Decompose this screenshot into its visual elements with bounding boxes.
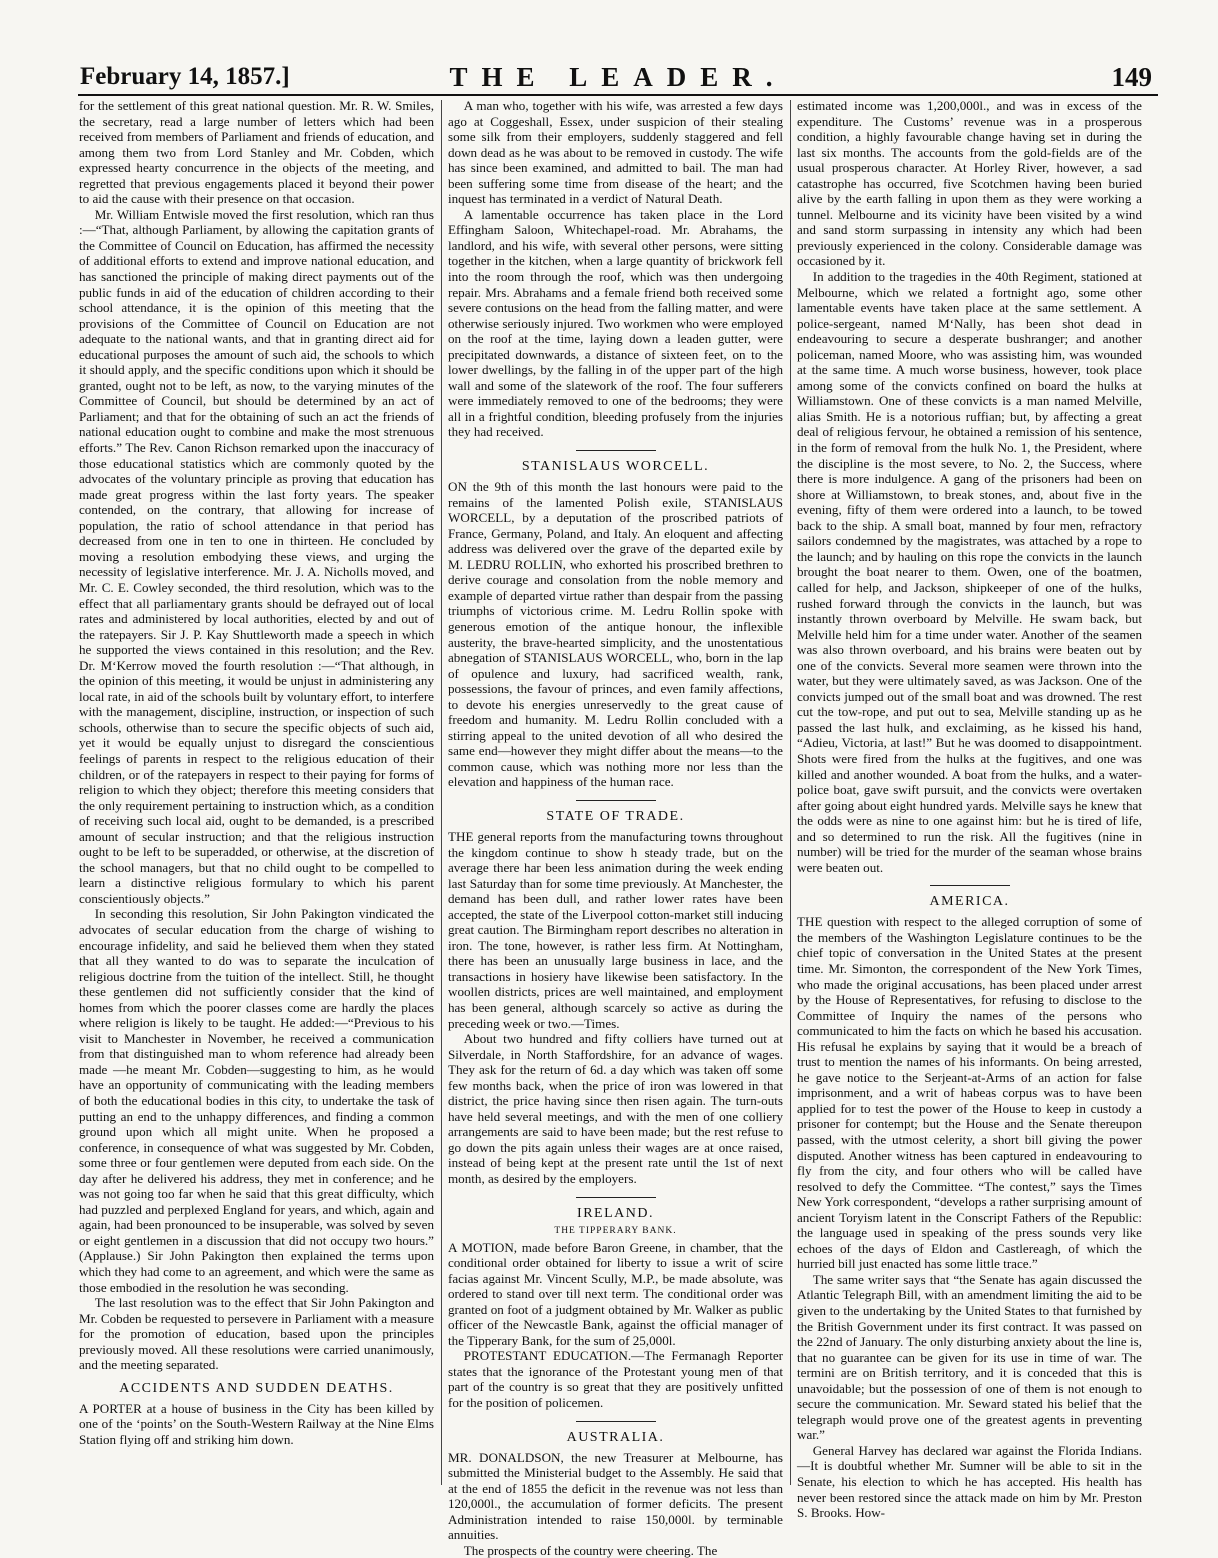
article-paragraph: MR. DONALDSON, the new Treasurer at Melbourne, has submitted the Ministerial budget to the Assembly. He said that at the end of 1855 the deficit in the revenue was not less than 120,000l., the accumulation of former deficits. The present Administration intended to raise 150,000l. by terminable annuities.: [448, 1449, 783, 1543]
section-divider: [930, 885, 1010, 886]
article-paragraph: THE question with respect to the alleged corruption of some of the members of the Washington Legislature continues to be the chief topic of conversation in the United States at the present time. Mr. Simonton, the correspondent of the New York Times, who made the original accusations, has been placed under arrest by the House of Representatives, for refusing to disclose to the Committee of Inquiry the names of the persons who communicated to him the facts on which he based his accusation. His refusal he explains by saying that it would be a breach of trust to mention the names of his informants. On being arrested, he gave notice to the Serjeant-at-Arms of an action for false imprisonment, and a writ of habeas corpus was to have been applied for to test the power of the House to keep in custody a prisoner for contempt; but the House and the Senate thereupon passed, with the utmost celerity, a short bill giving the power disputed. Another witness has been captured in endeavouring to fly from the city, and four others who will be called have resolved to defy the Committee. “The contest,” says the Times New York correspondent, “develops a rather surprising amount of ancient Toryism latent in the Conscript Fathers of the Republic: the language used in speaking of the press sounds very like echoes of the days of Eldon and Castlereagh, of which the hurried bill just enacted has some little trace.”: [797, 914, 1142, 1272]
article-paragraph: PROTESTANT EDUCATION.—The Fermanagh Reporter states that the ignorance of the Protestant young men of that part of the country is so great that they are positively unfitted for the position of policemen.: [448, 1348, 783, 1411]
page-number: 149: [1111, 62, 1152, 92]
article-paragraph: The same writer says that “the Senate has again discussed the Atlantic Telegraph Bill, with an amendment limiting the aid to be given to the undertaking by the United States to that furnished by the British Government under its first contract. It was passed on the 22nd of January. The only disturbing anxiety about the line is, that no guarantee can be given for its use in time of war. The termini are on British territory, and it is conceded that this is unavoidable; but the possession of one of them is not enough to secure the communication. Mr. Seward stated his belief that the telegraph would prove one of the greatest agents in preventing war.”: [797, 1271, 1142, 1443]
article-paragraph: estimated income was 1,200,000l., and was in excess of the expenditure. The Customs’ revenue was in a prosperous condition, a highly favourable change having set in during the last six months. The accounts from the gold-fields are of the usual prosperous character. At Horley River, however, a sad catastrophe has occurred, five Scotchmen having been buried alive by the earth falling in upon them as they were working a tunnel. Melbourne and its vicinity have been visited by a wind and sand storm surpassing in intensity any which had been previously experienced in the colony. Considerable damage was occasioned by it.: [797, 98, 1142, 269]
article-paragraph: for the settlement of this great national question. Mr. R. W. Smiles, the secretary, read a large number of letters which had been received from members of Parliament and friends of education, and among them two from Lord Stanley and Mr. Cobden, which expressed hearty concurrence in the objects of the meeting, and regretted that previous engagements placed it beyond their power to aid the cause with their presence on that occasion.: [79, 98, 434, 207]
section-divider: [576, 800, 656, 801]
article-paragraph: ON the 9th of this month the last honours were paid to the remains of the lamented Polish exile, STANISLAUS WORCELL, by a deputation of the proscribed patriots of France, Germany, Poland, and Italy. An eloquent and affecting address was delivered over the grave of the departed exile by M. LEDRU ROLLIN, who exhorted his proscribed brethren to derive courage and consolation from the noble memory and example of departed virtue rather than despair from the passing triumphs of victorious crime. M. Ledru Rollin spoke with generous emotion of the antique honour, the inflexible austerity, the brave-hearted simplicity, and the unostentatious abnegation of STANISLAUS WORCELL, who, born in the lap of opulence and luxury, had sacrificed wealth, rank, possessions, the favour of princes, and even family affections, to devote his energies unreservedly to the great cause of freedom and humanity. M. Ledru Rollin concluded with a stirring appeal to the united devotion of all who desired the same end—however they might differ about the means—to the common cause, which was nothing more nor less than the elevation and happiness of the human race.: [448, 479, 783, 790]
article-paragraph: A lamentable occurrence has taken place in the Lord Effingham Saloon, Whitechapel-road. Mr. Abrahams, the landlord, and his wife, with several other persons, were sitting together in the kitchen, when a large quantity of brickwork fell into the room through the roof, which was then undergoing repair. Mrs. Abrahams and a female friend both received some severe contusions on the head from the falling matter, and were otherwise seriously injured. Two workmen who were employed on the roof at the time, laying down a leaden gutter, were precipitated downwards, a distance of sixteen feet, on to the lower dwellings, by the falling in of the upper part of the high wall and some of the slatework of the roof. The four sufferers were immediately removed to one of the bedrooms; they were all in a frightful condition, bleeding profusely from the injuries they had received.: [448, 206, 783, 440]
section-divider: [576, 1421, 656, 1422]
article-paragraph: A man who, together with his wife, was arrested a few days ago at Coggeshall, Essex, under suspicion of their stealing some silk from their employers, suddenly staggered and fell down dead as he was about to be removed in custody. The wife has since been examined, and admitted to bail. The man had been suffering some time from disease of the heart; and the inquest has terminated in a verdict of Natural Death.: [448, 98, 783, 207]
section-heading: STANISLAUS WORCELL.: [521, 459, 710, 475]
article-paragraph: THE general reports from the manufacturing towns throughout the kingdom continue to show h steady trade, but on the average there har been less animation during the week ending last Saturday than for some time previously. At Manchester, the demand has been dull, and rather lower rates have been accepted, the state of the Liverpool cotton-market still inducing great caution. The Birmingham report describes no alteration in iron. The tone, however, is rather less firm. At Nottingham, there has been an unusually large business in lace, and the transactions in hosiery have likewise been satisfactory. In the woollen districts, prices are well maintained, and employment has been general, although scarcely so active as during the preceding week or two.—Times.: [448, 828, 783, 1031]
column-2: [448, 98, 783, 1558]
newspaper-title: THE LEADER.: [449, 62, 787, 92]
section-divider: [576, 1197, 656, 1198]
article-paragraph: In seconding this resolution, Sir John Pakington vindicated the advocates of secular education from the charge of wishing to encourage infidelity, and said he believed them when they stated that all they wanted to do was to separate the inculcation of religious doctrine from the tuition of the intellect. Still, he thought these gentlemen did not sufficiently consider that the kind of homes from which the poorer classes come are hardly the places where religion is likely to be taught. He added:—“Previous to his visit to Manchester in November, he received a communication from that distinguished man to whom reference had already been made —he meant Mr. Cobden—suggesting to him, as he would have an opportunity of communicating with the leading members of both the educational bodies in this city, to undertake the task of putting an end to the unhappy differences, and finding a common ground upon which all might unite. When he proposed a conference, in consequence of what was suggested by Mr. Cobden, some three or four gentlemen were deputed from each side. On the day after he delivered his address, they met in conference; and he was not going too far when he said that this great difficulty, which had puzzled and perplexed England for years, and which, again and again, had been pronounced to be insuperable, was solved by seven or eight gentlemen in a discussion that did not occupy two hours.” (Applause.) Sir John Pakington then explained the terms upon which they had come to an agreement, and which were the same as those embodied in the resolution he was seconding.: [79, 906, 434, 1295]
article-paragraph: A PORTER at a house of business in the City has been killed by one of the ‘points’ on the South-Western Railway at the Nine Elms Station flying off and striking him down.: [79, 1400, 434, 1447]
article-paragraph: The last resolution was to the effect that Sir John Pakington and Mr. Cobden be requested to persevere in Parliament with a measure for the promotion of education, based upon the principles previously moved. All these resolutions were carried unanimously, and the meeting separated.: [79, 1295, 434, 1373]
column-3: [797, 98, 1142, 1521]
article-paragraph: In addition to the tragedies in the 40th Regiment, stationed at Melbourne, which we related a fortnight ago, some other lamentable events have taken place at the same settlement. A police-sergeant, named M‘Nally, has been shot dead in endeavouring to secure a desperate bushranger; and another policeman, named Moore, who was assisting him, was wounded at the same time. A much worse business, however, took place among some of the convicts confined on board the hulks at Williamstown. One of these convicts is a man named Melville, alias Smith. He is a notorious ruffian; but, by affecting a great deal of religious fervour, he obtained a remission of his sentence, in the form of removal from the hulk No. 1, the President, where the discipline is the most severe, to No. 2, the Success, where there is more indulgence. A gang of the prisoners had been on shore at Williamstown, to break stones, and, about five in the evening, fifty of them were ordered into a launch, to be towed back to the ship. A small boat, manned by four men, refractory sailors condemned by the magistrates, was attached by a rope to the launch; and by hauling on this rope the convicts in the launch brought the boat nearer to them. Owen, one of the boatmen, called for help, and Jackson, shipkeeper of one of the hulks, rushed forward through the convicts in the launch, but was instantly thrown overboard by Melville. He swam back, but Melville held him for a time under water. Another of the seamen was also thrown overboard, and his brains were beaten out by one of the convicts. Several more seamen were thrown into the water, but they were ultimately saved, as was Jackson. One of the convicts jumped out of the small boat and was drowned. The rest cut the tow-rope, and put out to sea, Melville standing up as he passed the last hulk, and exclaiming, as he kissed his hand, “Adieu, Victoria, at last!” But he was doomed to disappointment. Shots were fired from the hulks at the fugitives, and one was killed and another wounded. A boat from the hulks, and a water-police boat, gave swift pursuit, and the convicts were overtaken after going about eight hundred yards. Melville says he knew that the odds were as nine to one against him: but he is tired of life, and so determined to run the risk. All the fugitives (nine in number) will be tried for the murder of the seaman whose brains were beaten out.: [797, 269, 1142, 875]
issue-date: February 14, 1857.]: [80, 63, 290, 90]
article-paragraph: A MOTION, made before Baron Greene, in chamber, that the conditional order obtained for liberty to issue a writ of scire facias against Mr. Vincent Scully, M.P., be made absolute, was ordered to stand over till next term. The conditional order was granted on foot of a judgment obtained by Mr. Walker as public officer of the Newcastle Bank, against the official manager of the Tipperary Bank, for the sum of 25,000l.: [448, 1239, 783, 1348]
article-paragraph: Mr. William Entwisle moved the first resolution, which ran thus :—“That, although Parliament, by allowing the capitation grants of the Committee of Council on Education, has affirmed the necessity of additional efforts to extend and improve national education, and has sanctioned the principle of making direct payments out of the public funds in aid of the education of children according to their school attendance, it is the opinion of this meeting that the provisions of the Committee of Council on Education are not adequate to the national wants, and that in granting direct aid for educational purposes the amount of such aid, the schools to which it should apply, and the specific conditions upon which it should be granted, ought not to be left, as now, to the varying minutes of the Committee of Council, but should be determined by an act of Parliament; and that for the obtaining of such an act the friends of national education ought to combine and make the most strenuous efforts.” The Rev. Canon Richson remarked upon the inaccuracy of those educational statistics which are commonly quoted by the advocates of the voluntary principle as proving that education has made great progress within the last forty years. The speaker contended, on the contrary, that allowing for increase of population, the ratio of school attendance in that period has decreased from one in ten to one in thirteen. He concluded by moving a resolution embodying these views, and urging the necessity of legislative interference. Mr. J. A. Nicholls moved, and Mr. C. E. Cowley seconded, the third resolution, which was to the effect that all parliamentary grants should be defrayed out of local rates and administered by local authorities, elected by and out of the ratepayers. Sir J. P. Kay Shuttleworth made a speech in which he supported the views contained in this resolution; and the Rev. Dr. M‘Kerrow moved the fourth resolution :—“That although, in the opinion of this meeting, it would be unjust in administering any local rate, in aid of the schools built by voluntary effort, to interfere with the management, discipline, instruction, or inspection of such schools, otherwise than to secure the specific objects of such aid, yet it would be equally unjust to disregard the conscientious feelings of parents in respect to the religious education of their children, or of the ratepayers in respect to their paying for forms of religion to which they object; therefore this meeting considers that the only requirement pertaining to instruction which, as a condition of receiving such local aid, ought to be demanded, is a prescribed amount of secular instruction; and that the religious instruction ought to be left to be superadded, or otherwise, at the discretion of the school managers, but that no child ought to be compelled to learn a distinctive religious formulary to which his parent conscientiously objects.”: [79, 206, 434, 906]
column-rule: [441, 100, 442, 1485]
section-heading: IRELAND.: [577, 1205, 654, 1221]
article-paragraph: General Harvey has declared war against the Florida Indians.—It is doubtful whether Mr. Sumner will be able to sit in the Senate, his election to which he has accepted. His health has never been restored since the attack made on him by Mr. Preston S. Brooks. How-: [797, 1442, 1142, 1521]
article-paragraph: The prospects of the country were cheering. The: [463, 1542, 718, 1558]
article-paragraph: About two hundred and fifty colliers have turned out at Silverdale, in North Staffordshire, for an advance of wages. They ask for the return of 6d. a day which was taken off some few months back, when the price of iron was lowered in that district, the price having since then risen again. The turn-outs have held several meetings, and with the men of one colliery arrangements are said to have been made; but the rest refuse to go down the pits again unless their wages are at once raised, instead of being kept at the present rate until the 1st of next month, as desired by the employers.: [448, 1031, 783, 1186]
section-heading: ACCIDENTS AND SUDDEN DEATHS.: [119, 1380, 394, 1396]
section-subheading: THE TIPPERARY BANK.: [554, 1225, 677, 1236]
column-rule: [790, 100, 791, 1485]
section-heading: STATE OF TRADE.: [546, 808, 685, 824]
section-heading: AUSTRALIA.: [566, 1429, 665, 1445]
section-heading: AMERICA.: [929, 894, 1010, 910]
section-divider: [576, 450, 656, 451]
column-1: [79, 98, 434, 1478]
masthead: [78, 58, 1158, 96]
